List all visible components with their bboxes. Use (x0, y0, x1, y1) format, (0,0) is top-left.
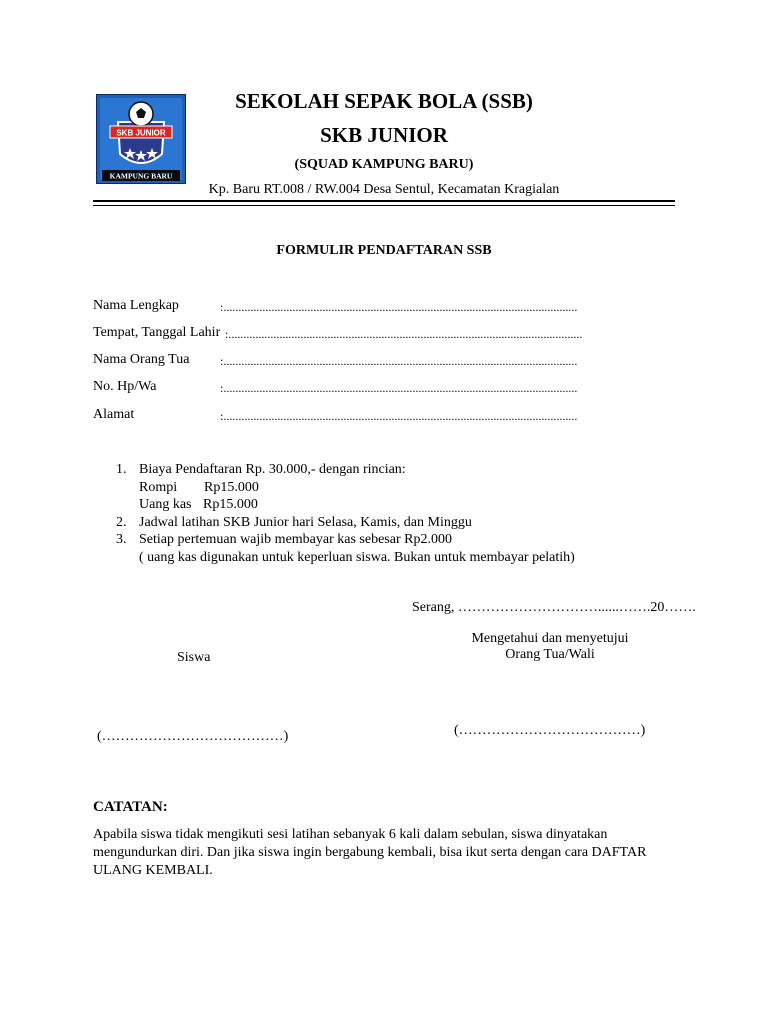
parent-label: Orang Tua/Wali (505, 647, 595, 662)
logo-top-text: SKB JUNIOR (116, 128, 166, 138)
field-label-alamat: Alamat (93, 407, 135, 422)
note-body: Apabila siswa tidak mengikuti sesi latihan sebanyak 6 kali dalam sebulan, siswa dinyatakan mengundurkan diri. Dan jika siswa ingin bergabung kembali, bisa ikut serta dengan cara DAFTAR ULANG KEMBALI. (93, 827, 647, 878)
field-label-no-hp: No. Hp/Wa (93, 379, 157, 394)
field-blank-alamat[interactable]: :...................................................................................................................... (220, 409, 578, 423)
field-blank-nama-orang-tua[interactable]: :...................................................................................................................... (220, 354, 578, 368)
form-title: FORMULIR PENDAFTARAN SSB (276, 243, 492, 258)
note-title: CATATAN: (93, 799, 168, 815)
place-date-line[interactable]: Serang, …………………………......…….20……. (412, 600, 696, 615)
school-title: SEKOLAH SEPAK BOLA (SSB) (235, 89, 533, 113)
list-item-kas-note: ( uang kas digunakan untuk keperluan siswa. Bukan untuk membayar pelatih) (139, 550, 575, 565)
field-blank-tempat-tanggal-lahir[interactable]: :...................................................................................................................... (225, 327, 583, 341)
student-label: Siswa (177, 650, 211, 665)
fee-item-rompi-name: Rompi (139, 480, 178, 495)
parent-consent-label: Mengetahui dan menyetujui (471, 631, 629, 646)
field-label-nama-orang-tua: Nama Orang Tua (93, 352, 190, 367)
squad-subtitle: (SQUAD KAMPUNG BARU) (294, 157, 474, 172)
header-divider-thin (93, 205, 675, 206)
logo-bottom-text: KAMPUNG BARU (109, 171, 173, 181)
list-item-biaya: Biaya Pendaftaran Rp. 30.000,- dengan rincian: (139, 462, 406, 477)
field-blank-no-hp[interactable]: :...................................................................................................................... (220, 381, 578, 395)
field-label-nama-lengkap: Nama Lengkap (93, 298, 179, 313)
team-title: SKB JUNIOR (320, 123, 448, 147)
list-number-2: 2. (116, 515, 127, 530)
parent-signature-blank[interactable]: (…………………………………) (454, 723, 646, 738)
field-label-tempat-tanggal-lahir: Tempat, Tanggal Lahir (93, 325, 221, 340)
fee-item-rompi-value: Rp15.000 (204, 480, 259, 495)
address: Kp. Baru RT.008 / RW.004 Desa Sentul, Kecamatan Kragialan (208, 182, 560, 197)
list-item-jadwal: Jadwal latihan SKB Junior hari Selasa, Kamis, dan Minggu (139, 515, 472, 530)
list-number-3: 3. (116, 532, 127, 547)
student-signature-blank[interactable]: (…………………………………) (97, 729, 289, 744)
field-blank-nama-lengkap[interactable]: :...................................................................................................................... (220, 300, 578, 314)
list-number-1: 1. (116, 462, 127, 477)
fee-item-kas-name: Uang kas (139, 497, 192, 512)
list-item-kas: Setiap pertemuan wajib membayar kas sebesar Rp2.000 (139, 532, 452, 547)
fee-item-kas-value: Rp15.000 (203, 497, 258, 512)
header-divider-thick (93, 200, 675, 202)
